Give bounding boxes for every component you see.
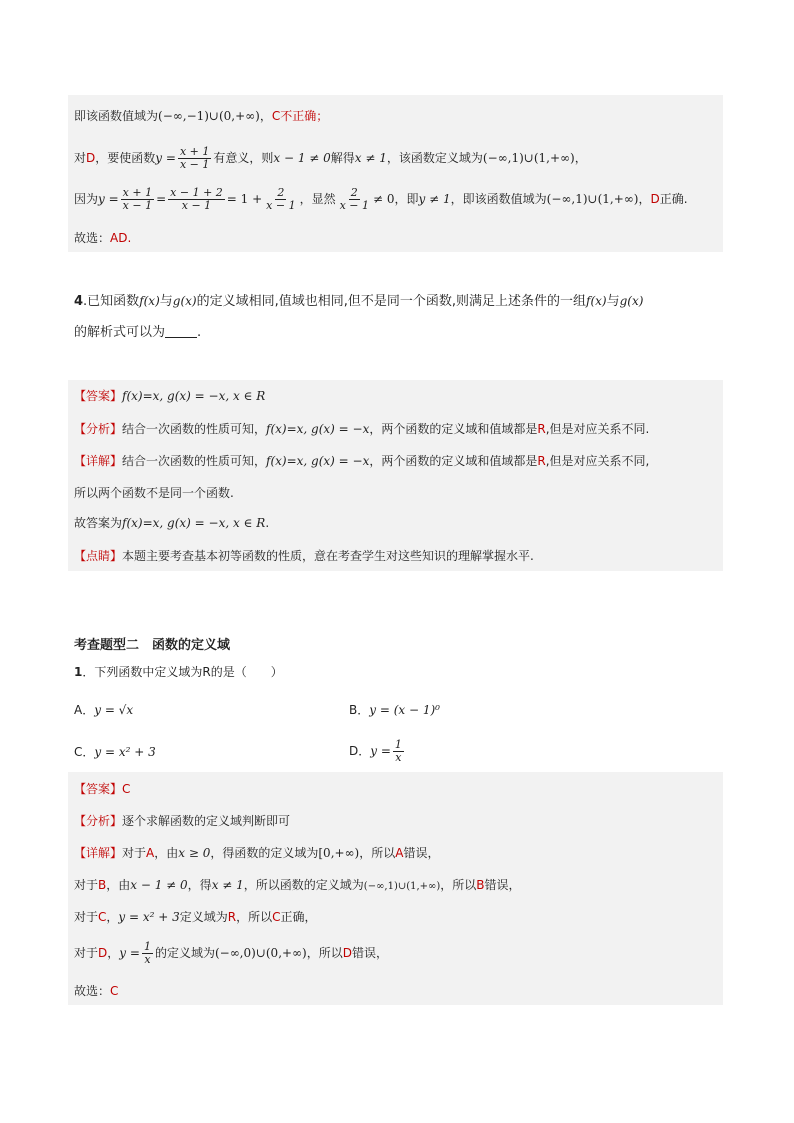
letter: R (537, 422, 546, 436)
letter: D (98, 946, 108, 960)
numerator: 2 (350, 186, 358, 199)
letter: C (272, 910, 281, 924)
letter: A (146, 846, 155, 860)
b1-line-4 (74, 229, 131, 247)
math: f(x) (586, 294, 607, 308)
math: = 1 + (226, 192, 263, 206)
b3-answer (74, 780, 130, 798)
text: ,但是对应关系不同. (545, 422, 650, 436)
answer-blank (165, 325, 197, 338)
fraction (121, 187, 154, 212)
denominator: x (144, 953, 151, 966)
b3-line-2 (74, 876, 521, 896)
b1-line-3 (74, 184, 688, 214)
text: ， (107, 946, 120, 960)
denominator: x − 1 (266, 199, 296, 212)
math: y ≠ 1 (418, 192, 451, 206)
text: 错误， (352, 946, 389, 960)
text: 与 (606, 294, 620, 309)
b2-comment (74, 547, 534, 565)
numerator: 1 (394, 738, 402, 751)
q1-option-b[interactable] (349, 701, 440, 719)
math: = (156, 192, 167, 206)
section-title (74, 637, 230, 655)
text: 不正确； (280, 109, 329, 123)
math: y = √x (94, 703, 134, 717)
text: ，即该函数值域为 (450, 192, 547, 206)
question-number: 1 (74, 665, 83, 679)
text: ，要使函数 (95, 151, 156, 165)
fraction (393, 739, 404, 764)
math: g(x) (172, 294, 197, 308)
q4-stem-line-1 (74, 292, 643, 311)
q1-option-d[interactable] (349, 736, 406, 766)
text: ， (574, 151, 587, 165)
text: ， (638, 192, 651, 206)
math: f(x)=x, g(x) = −x, x ∈ R (122, 516, 266, 530)
text: 有意义，则 (213, 151, 274, 165)
denominator: x (395, 751, 402, 764)
text: 的定义域相同,值域也相同,但不是同一个函数,则满足上述条件的一组 (196, 294, 586, 309)
text: 对于 (74, 878, 99, 892)
answer: C (122, 782, 131, 796)
text: ，得 (187, 878, 212, 892)
fraction (338, 187, 371, 212)
text: ，所以函数的定义域为 (243, 878, 364, 892)
text: ，两个函数的定义域和值域都是 (369, 454, 538, 468)
text: ，由 (106, 878, 131, 892)
b1-line-2 (74, 143, 587, 173)
q1-option-c[interactable] (74, 743, 156, 761)
b3-line-5 (74, 982, 118, 1000)
b2-answer (74, 387, 265, 405)
comment-tag: 【点睛】 (74, 549, 123, 563)
text: 正确， (280, 910, 317, 924)
text: ，所以 (440, 878, 477, 892)
option-label: D． (349, 744, 371, 758)
answer: C (110, 984, 119, 998)
text: ，两个函数的定义域和值域都是 (369, 422, 538, 436)
b3-analysis (74, 812, 290, 830)
math: f(x) (139, 294, 160, 308)
letter: B (98, 878, 107, 892)
math: y = (x − 1)⁰ (369, 703, 440, 717)
b2-line-4 (74, 484, 234, 502)
b3-detail (74, 844, 440, 862)
letter: R (537, 454, 546, 468)
letter: B (476, 878, 485, 892)
text: ，即 (394, 192, 419, 206)
text: ，所以 (236, 910, 273, 924)
text: ,但是对应关系不同, (545, 454, 650, 468)
text: 结合一次函数的性质可知， (122, 454, 267, 468)
b1-line-1 (74, 107, 328, 125)
math: y = x² + 3 (94, 745, 156, 759)
text: ．下列函数中定义域为 (82, 665, 203, 679)
math: y = (119, 946, 140, 960)
option-label: B． (349, 703, 370, 717)
option-letter: D (86, 151, 96, 165)
option-label: C． (74, 745, 95, 759)
text: 故答案为 (74, 516, 123, 530)
text: 结合一次函数的性质可知， (122, 422, 267, 436)
text: 所以两个函数不是同一个函数. (74, 486, 234, 500)
option-label: A． (74, 703, 95, 717)
option-letter: D (650, 192, 660, 206)
numerator: x − 1 + 2 (170, 186, 223, 199)
solution-block-2 (68, 380, 723, 571)
math: f(x)=x, g(x) = −x, x ∈ R (122, 389, 266, 403)
option-letter: C (271, 109, 281, 123)
math: x ≥ 0 (178, 846, 211, 860)
math: x − 1 ≠ 0 (273, 151, 331, 165)
math: (−∞,1)∪(1,+∞) (363, 881, 441, 892)
analysis-tag: 【分析】 (74, 814, 123, 828)
text: 的是（ ） (210, 665, 283, 679)
numerator: x + 1 (122, 186, 153, 199)
answer-tag: 【答案】 (74, 782, 123, 796)
text: ， (106, 910, 119, 924)
math: [0,+∞) (318, 846, 360, 860)
text: 因为 (74, 192, 99, 206)
b2-line-5 (74, 514, 269, 532)
text: ，所以 (306, 946, 343, 960)
text: 本题主要考查基本初等函数的性质，意在考查学生对这些知识的理解掌握水平. (122, 549, 534, 563)
math: y = (98, 192, 119, 206)
denominator: x − 1 (179, 158, 210, 171)
numerator: 1 (143, 940, 151, 953)
detail-tag: 【详解】 (74, 454, 123, 468)
denominator: x − 1 (122, 199, 153, 212)
text: 对于 (74, 910, 99, 924)
text: ，由 (154, 846, 179, 860)
text: 错误， (484, 878, 521, 892)
text: 逐个求解函数的定义域判断即可 (122, 814, 291, 828)
fraction (142, 941, 153, 966)
math: y = x² + 3 (118, 910, 180, 924)
text: 故选： (74, 231, 111, 245)
text: ， (259, 109, 272, 123)
text: ，显然 (299, 192, 336, 206)
text: ，所以 (359, 846, 396, 860)
math: f(x)=x, g(x) = −x (266, 422, 370, 436)
section-title-text: 考查题型二 函数的定义域 (74, 638, 231, 653)
question-number: 4 (74, 294, 84, 309)
text: 的定义域为 (154, 946, 215, 960)
q1-option-a[interactable] (74, 701, 133, 719)
math: g(x) (619, 294, 644, 308)
text: 的解析式可以为 (74, 325, 166, 340)
denominator: x − 1 (181, 199, 212, 212)
math: ≠ 0 (373, 192, 395, 206)
fraction (178, 146, 211, 171)
text: 即该函数值域为 (74, 109, 159, 123)
numerator: x + 1 (179, 145, 210, 158)
text: . (265, 516, 270, 530)
math: x − 1 ≠ 0 (130, 878, 188, 892)
letter: R (227, 910, 237, 924)
b2-detail (74, 452, 649, 470)
text: 解得 (330, 151, 355, 165)
text: 对 (74, 151, 87, 165)
text: 对于 (74, 946, 99, 960)
text: ，该函数定义域为 (386, 151, 483, 165)
q4-stem-line-2 (74, 324, 201, 342)
numerator: 2 (277, 186, 285, 199)
b3-line-4 (74, 938, 388, 968)
fraction (168, 187, 225, 212)
text: 对于 (122, 846, 147, 860)
answer-tag: 【答案】 (74, 389, 123, 403)
fraction (264, 187, 297, 212)
math: (−∞,1)∪(1,+∞) (482, 151, 575, 165)
math: x ≠ 1 (211, 878, 244, 892)
answer: AD. (110, 231, 132, 245)
math: f(x)=x, g(x) = −x (266, 454, 370, 468)
letter: R (202, 665, 211, 679)
letter: D (342, 946, 352, 960)
math: y = (155, 151, 176, 165)
text: 与 (159, 294, 173, 309)
b3-line-3 (74, 908, 317, 926)
b2-analysis (74, 420, 649, 438)
math: x ≠ 1 (354, 151, 387, 165)
denominator: x − 1 (339, 199, 370, 212)
text: 错误， (403, 846, 440, 860)
text: 故选： (74, 984, 111, 998)
math: (−∞,1)∪(1,+∞) (546, 192, 639, 206)
math: (−∞,−1)∪(0,+∞) (158, 109, 260, 123)
math: (−∞,0)∪(0,+∞) (214, 946, 307, 960)
letter: C (98, 910, 107, 924)
text: . (197, 325, 202, 340)
text: ，得函数的定义域为 (210, 846, 319, 860)
math: y = (370, 744, 391, 758)
analysis-tag: 【分析】 (74, 422, 123, 436)
text: .已知函数 (83, 294, 140, 309)
text: 正确. (659, 192, 688, 206)
q1-stem (74, 663, 283, 681)
text: 定义域为 (179, 910, 228, 924)
letter: A (395, 846, 404, 860)
detail-tag: 【详解】 (74, 846, 123, 860)
